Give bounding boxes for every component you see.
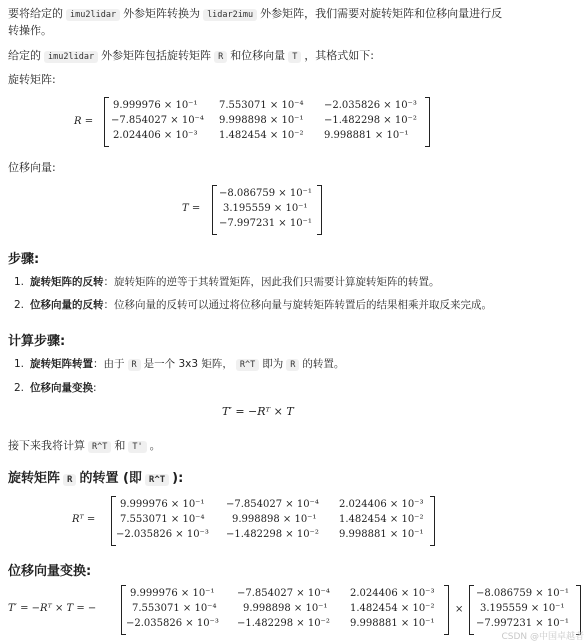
transform-formula: T′ = −Rᵀ × T	[222, 405, 294, 418]
R-matrix	[104, 97, 430, 147]
T-vector-final	[469, 585, 581, 635]
text: :	[93, 382, 97, 394]
step-title: 位移向量的反转	[30, 299, 104, 311]
matrix-cell: −2.035826 × 10⁻³	[324, 100, 417, 111]
matrix-cell: 9.998881 × 10⁻¹	[324, 130, 409, 141]
tv-heading: 位移向量变换:	[8, 564, 92, 579]
step-text: ：旋转矩阵的逆等于其转置矩阵，因此我们只需要计算旋转矩阵的转置。	[103, 276, 440, 288]
matrix-cell: 9.999976 × 10⁻¹	[113, 100, 198, 111]
RT-matrix	[111, 496, 435, 546]
text: 是一个 3x3 矩阵，	[143, 358, 233, 370]
text: 接下来我将计算	[8, 439, 85, 452]
text: 的转置。	[302, 358, 345, 370]
matrix-cell: 9.998881 × 10⁻¹	[339, 529, 424, 540]
text: 和位移向量	[230, 49, 286, 62]
inline-code: imu2lidar	[44, 51, 98, 63]
matrix-cell: 7.553071 × 10⁻⁴	[132, 603, 217, 614]
matrix-cell: −1.482298 × 10⁻²	[324, 115, 417, 126]
inline-code: R	[286, 359, 299, 371]
matrix-cell: −2.035826 × 10⁻³	[126, 618, 219, 629]
matrix-cell: 2.024406 × 10⁻³	[339, 499, 424, 510]
T-vector	[212, 185, 322, 235]
matrix-cell: 7.553071 × 10⁻⁴	[120, 514, 205, 525]
translation-label: 位移向量:	[8, 161, 56, 174]
matrix-cell: 1.482454 × 10⁻²	[350, 603, 435, 614]
matrix-cell: −2.035826 × 10⁻³	[116, 529, 209, 540]
inline-code: imu2lidar	[66, 9, 120, 21]
final-lhs: T′ = −Rᵀ × T = −	[8, 603, 97, 614]
matrix-cell: 2.024406 × 10⁻³	[350, 588, 435, 599]
matrix-cell: 1.482454 × 10⁻²	[219, 130, 304, 141]
T-lhs: T =	[182, 203, 201, 214]
vector-cell: −7.997231 × 10⁻¹	[219, 218, 312, 229]
matrix-cell: 2.024406 × 10⁻³	[113, 130, 198, 141]
text: 的转置 (即	[79, 471, 142, 486]
inline-code: R^T	[88, 441, 111, 453]
calc-heading: 计算步骤:	[8, 334, 66, 349]
matrix-cell: 9.999976 × 10⁻¹	[130, 588, 215, 599]
step-text: ：位移向量的反转可以通过将位移向量与旋转矩阵转置后的结果相乘并取反来完成。	[103, 299, 492, 311]
text: 外参矩阵，我们需要对旋转矩阵和位移向量进行反	[260, 7, 503, 20]
inline-code: R^T	[145, 474, 169, 486]
inline-code: R	[128, 359, 141, 371]
inline-code: R	[214, 51, 227, 63]
list-number: 2.	[14, 382, 25, 394]
R-lhs: R =	[74, 116, 94, 127]
text: 。	[149, 439, 161, 452]
inline-code: R	[63, 474, 76, 486]
times-symbol: ×	[455, 604, 464, 615]
matrix-cell: −1.482298 × 10⁻²	[226, 529, 319, 540]
text: 要将给定的	[8, 7, 63, 20]
matrix-cell: 9.998881 × 10⁻¹	[350, 618, 435, 629]
text: 即为	[262, 358, 284, 370]
inline-code: lidar2imu	[203, 9, 257, 21]
list-number: 1.	[14, 358, 25, 370]
text: ，其格式如下:	[304, 49, 375, 62]
calc-item-1	[14, 356, 344, 371]
matrix-cell: 9.998898 × 10⁻¹	[232, 514, 317, 525]
vector-cell: −8.086759 × 10⁻¹	[476, 588, 569, 599]
rotation-label: 旋转矩阵:	[8, 73, 56, 86]
intro-line-2: 转操作。	[8, 24, 52, 37]
step-title: 旋转矩阵的反转	[30, 276, 104, 288]
matrix-cell: 7.553071 × 10⁻⁴	[219, 100, 304, 111]
text: 给定的	[8, 49, 41, 62]
RT-matrix-final	[121, 585, 449, 635]
matrix-cell: −7.854027 × 10⁻⁴	[226, 499, 319, 510]
matrix-cell: −7.854027 × 10⁻⁴	[111, 115, 204, 126]
vector-cell: −8.086759 × 10⁻¹	[219, 188, 312, 199]
steps-heading: 步骤:	[8, 252, 40, 267]
step-item-1	[14, 274, 440, 289]
matrix-cell: −7.854027 × 10⁻⁴	[237, 588, 330, 599]
list-number: 2.	[14, 299, 25, 311]
RT-lhs: Rᵀ =	[72, 514, 96, 525]
watermark: CSDN @中国卓越者	[501, 632, 584, 642]
text: 和	[114, 439, 126, 452]
rt-heading	[8, 467, 183, 486]
matrix-cell: −1.482298 × 10⁻²	[237, 618, 330, 629]
text: 外参矩阵包括旋转矩阵	[101, 49, 212, 62]
intro-line-1	[8, 6, 502, 23]
step-title: 位移向量变换	[30, 382, 93, 394]
step-title: 旋转矩阵转置	[30, 358, 93, 370]
inline-code: R^T	[236, 359, 259, 371]
intro-line-3	[8, 48, 374, 65]
vector-cell: −7.997231 × 10⁻¹	[476, 618, 569, 629]
step-item-2	[14, 297, 492, 312]
next-line	[8, 438, 161, 455]
vector-cell: 3.195559 × 10⁻¹	[480, 603, 565, 614]
matrix-cell: 9.998898 × 10⁻¹	[243, 603, 328, 614]
text: ):	[172, 471, 184, 486]
matrix-cell: 9.998898 × 10⁻¹	[219, 115, 304, 126]
vector-cell: 3.195559 × 10⁻¹	[223, 203, 308, 214]
inline-code: T'	[128, 441, 146, 453]
matrix-cell: 1.482454 × 10⁻²	[339, 514, 424, 525]
list-number: 1.	[14, 276, 25, 288]
text: ：由于	[93, 358, 125, 370]
inline-code: T	[288, 51, 301, 63]
calc-item-2	[14, 380, 97, 395]
matrix-cell: 9.999976 × 10⁻¹	[120, 499, 205, 510]
text: 外参矩阵转换为	[123, 7, 201, 20]
text: 旋转矩阵	[8, 471, 61, 486]
